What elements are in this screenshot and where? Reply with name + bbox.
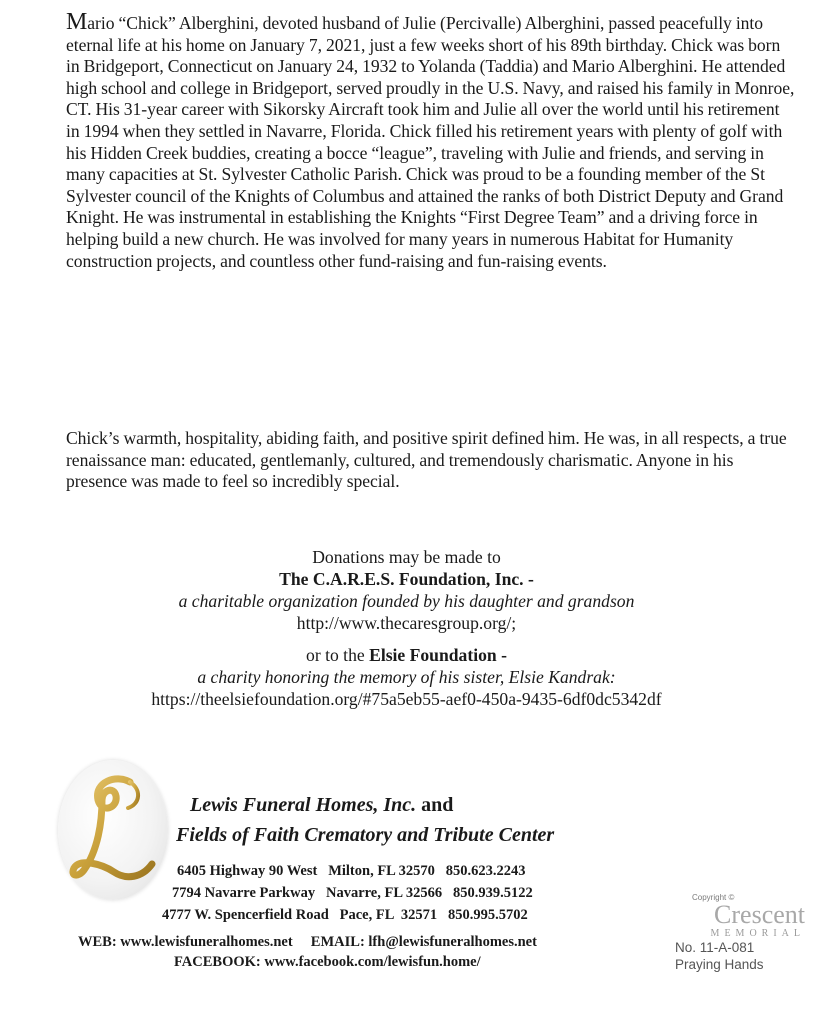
org1-description: a charitable organization founded by his daughter and grandson	[178, 591, 635, 611]
funeral-home-title: Lewis Funeral Homes, Inc.	[190, 794, 417, 816]
org1-name: The C.A.R.E.S. Foundation, Inc. -	[279, 569, 534, 589]
obituary-paragraph-1	[66, 9, 796, 272]
obituary-paragraph-1-text: ario “Chick” Alberghini, devoted husband of Julie (Percivalle) Alberghini, passed peacefully into eternal life at his home on January 7, 2021, just a few weeks short of his 89th birthday. Chick was born in Bridgeport, Connecticut on January 24, 1932 to Yolanda (Taddia) and Mario Alberghini. He attended high school and college in Bridgeport, served proudly in the U.S. Navy, and raised his family in Monroe, CT. His 31-year career with Sikorsky Aircraft took him and Julie all over the world until his retirement in 1994 when they settled in Navarre, Florida. Chick filled his retirement years with plenty of golf with his Hidden Creek buddies, creating a bocce “league”, traveling with Julie and friends, and serving in many capacities at St. Sylvester Catholic Parish. Chick was proud to be a founding member of the St Sylvester council of the Knights of Columbus and attained the ranks of both District Deputy and Grand Knight. He was instrumental in establishing the Knights “First Degree Team” and a driving force in helping build a new church. He was involved for many years in numerous Habitat for Humanity construction projects, and countless other fund-raising and fun-raising events.	[66, 13, 795, 271]
org2-description: a charity honoring the memory of his sister, Elsie Kandrak:	[197, 667, 616, 687]
org2-url: https://theelsiefoundation.org/#75a5eb55-aef0-450a-9435-6df0dc5342df	[151, 689, 662, 709]
web-email-line: WEB: www.lewisfuneralhomes.net EMAIL: lfh@lewisfuneralhomes.net	[78, 934, 537, 950]
donations-intro: Donations may be made to	[312, 547, 501, 567]
org2-name: Elsie Foundation -	[369, 645, 507, 665]
address-list	[160, 860, 680, 926]
drop-cap-initial: M	[66, 9, 88, 35]
facebook-line: FACEBOOK: www.facebook.com/lewisfun.home/	[174, 954, 481, 970]
card-design-name: Praying Hands	[675, 957, 764, 972]
donations-section	[0, 546, 813, 710]
card-number: No. 11-A-081	[675, 940, 755, 955]
address-pace: 4777 W. Spencerfield Road Pace, FL 32571 850.995.5702	[162, 907, 528, 923]
funeral-home-logo	[58, 760, 168, 900]
funeral-home-and: and	[416, 794, 454, 816]
org2-line: or to the Elsie Foundation -	[306, 645, 507, 665]
script-l-logo-icon	[58, 760, 168, 900]
contact-info	[78, 932, 718, 972]
address-milton: 6405 Highway 90 West Milton, FL 32570 850.623.2243	[177, 863, 526, 879]
card-publisher-mark	[655, 893, 805, 973]
funeral-home-name	[176, 790, 710, 850]
obituary-paragraph-2: Chick’s warmth, hospitality, abiding faith, and positive spirit defined him. He was, in all respects, a true renaissance man: educated, gentlemanly, cultured, and tremendously charismatic. Anyone in his presence was made to feel so incredibly special.	[66, 428, 787, 492]
org1-url: http://www.thecaresgroup.org/;	[296, 613, 517, 633]
publisher-brand: Crescent	[714, 900, 805, 929]
address-navarre: 7794 Navarre Parkway Navarre, FL 32566 850.939.5122	[172, 885, 533, 901]
copyright-text: Copyright ©	[692, 893, 735, 902]
crematory-title: Fields of Faith Crematory and Tribute Center	[176, 824, 555, 846]
publisher-memorial: MEMORIAL	[710, 928, 805, 939]
